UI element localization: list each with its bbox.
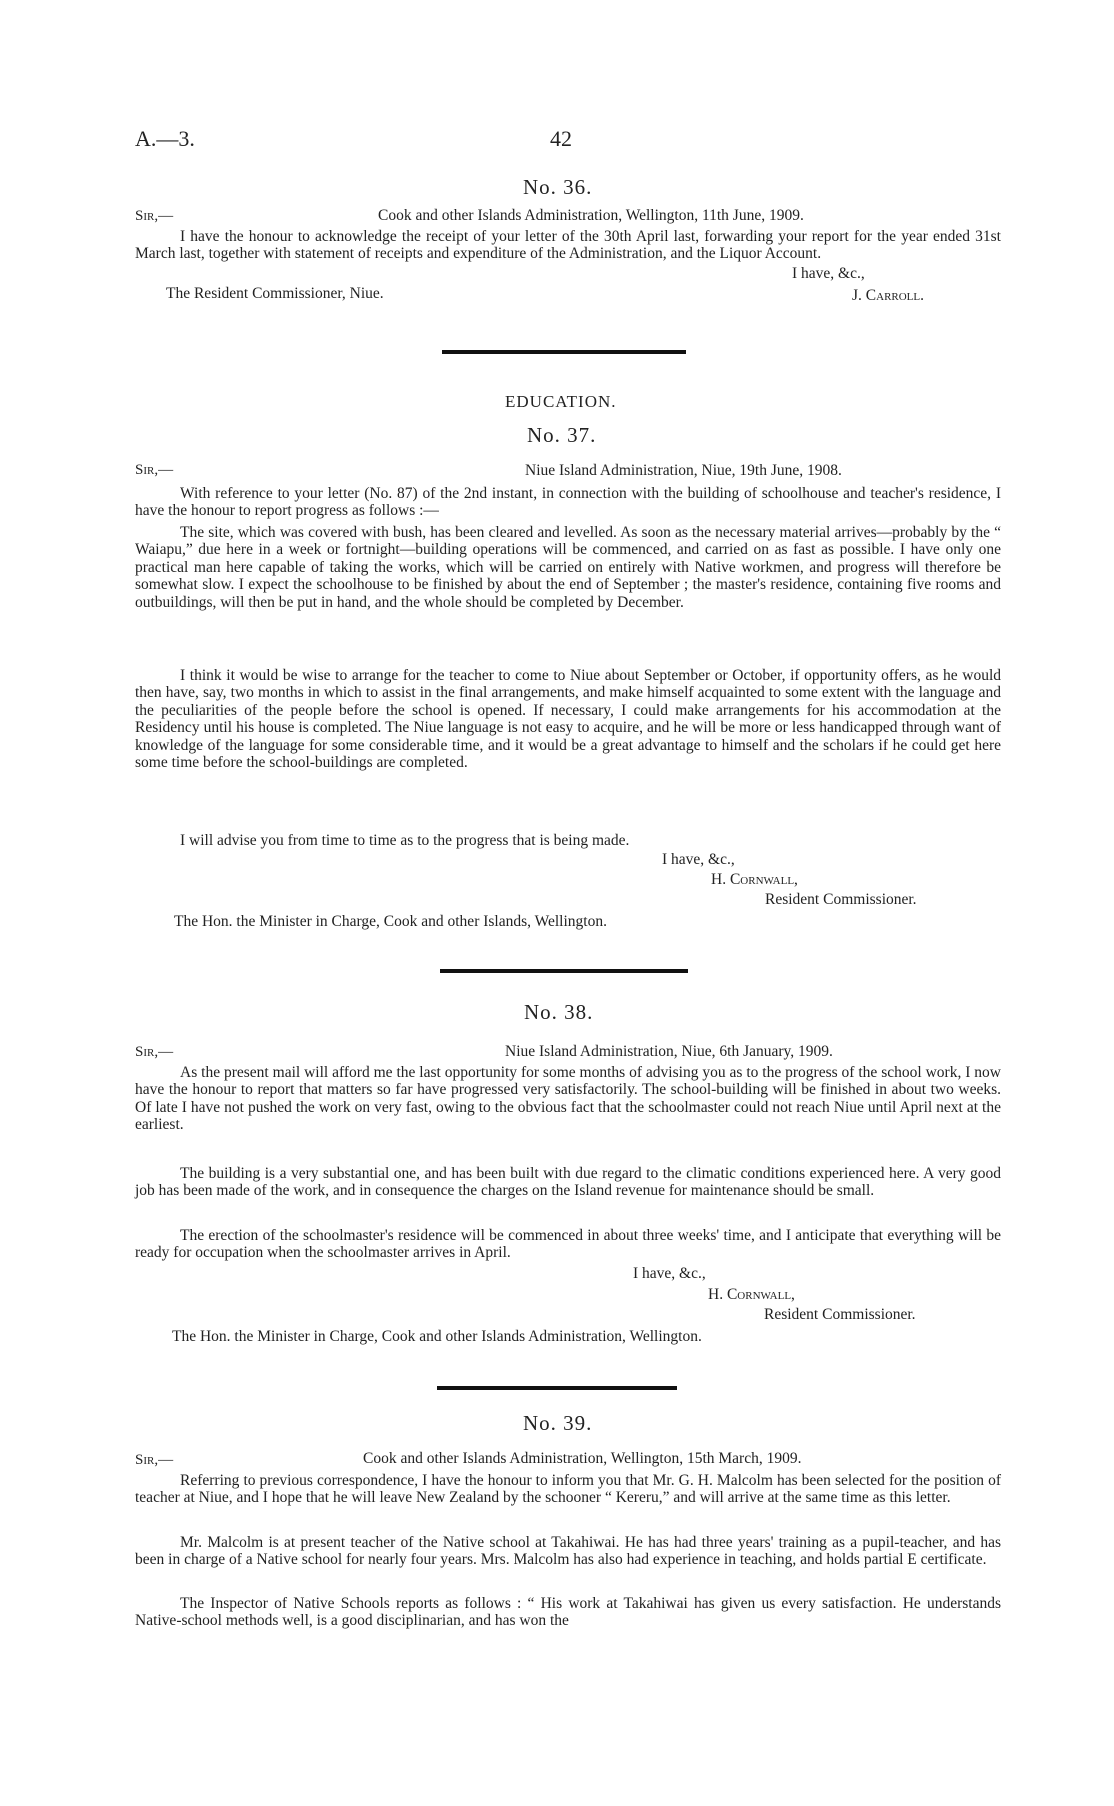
addressee: The Hon. the Minister in Charge, Cook and other Islands, Wellington. (174, 913, 607, 930)
signature-title: Resident Commissioner. (765, 891, 917, 908)
letter-paragraph: Referring to previous correspondence, I have the honour to inform you that Mr. G. H. Malcolm has been selected for the position of teacher at Niue, and I hope that he will leave New Zealand by the schooner “ Kereru,” and will arrive at the same time as this letter. (135, 1472, 1001, 1507)
place-date: Cook and other Islands Administration, Wellington, 11th June, 1909. (378, 207, 804, 224)
section-divider (442, 350, 686, 354)
letter-number: No. 38. (524, 1000, 594, 1024)
letter-paragraph: The site, which was covered with bush, has been cleared and levelled. As soon as the necessary material arrives—probably by the “ Waiapu,” due here in a week or fortnight—building operations will be commenced, and carried on as fast as possible. I have only one practical man here capable of taking the works, which will be carried on entirely with Native workmen, and progress will therefore be somewhat slow. I expect the schoolhouse to be finished by about the end of September ; the master's residence, containing five rooms and outbuildings, will then be put in hand, and the whole should be completed by December. (135, 524, 1001, 611)
letter-paragraph: The building is a very substantial one, and has been built with due regard to the climatic conditions experienced here. A very good job has been made of the work, and in consequence the charges on the Island revenue for maintenance should be small. (135, 1165, 1001, 1200)
salutation: Sir,— (135, 1044, 174, 1060)
signature-title: Resident Commissioner. (764, 1306, 916, 1323)
letter-number: No. 36. (523, 175, 593, 199)
addressee: The Resident Commissioner, Niue. (166, 285, 384, 302)
closing: I have, &c., (633, 1265, 706, 1282)
salutation: Sir,— (135, 1452, 174, 1468)
letter-paragraph: I think it would be wise to arrange for the teacher to come to Niue about September or October, if opportunity offers, as he would then have, say, two months in which to assist in the final arrangements, and make himself acquainted to some extent with the language and the peculiarities of the people before the school is opened. If necessary, I could make arrangements for his accommodation at the Residency until his house is completed. The Niue language is not easy to acquire, and he will be more or less handicapped through want of knowledge of the language for some considerable time, and it would be a great advantage to himself and the scholars if he could get here some time before the school-buildings are completed. (135, 667, 1001, 772)
letter-paragraph: The erection of the schoolmaster's residence will be commenced in about three weeks' time, and I anticipate that everything will be ready for occupation when the schoolmaster arrives in April. (135, 1227, 1001, 1262)
signature: H. Cornwall, (711, 871, 798, 888)
letter-paragraph: The Inspector of Native Schools reports as follows : “ His work at Takahiwai has given us every satisfaction. He understands Native-school methods well, is a good disciplinarian, and has won the (135, 1595, 1001, 1630)
place-date: Niue Island Administration, Niue, 19th June, 1908. (525, 462, 842, 479)
letter-paragraph: I will advise you from time to time as to the progress that is being made. (180, 832, 630, 849)
letter-number: No. 37. (527, 423, 597, 447)
letter-paragraph: Mr. Malcolm is at present teacher of the Native school at Takahiwai. He has had three years' training as a pupil-teacher, and has been in charge of a Native school for nearly four years. Mrs. Malcolm has also had experience in teaching, and holds partial E certificate. (135, 1534, 1001, 1569)
place-date: Cook and other Islands Administration, Wellington, 15th March, 1909. (363, 1450, 802, 1467)
section-title: EDUCATION. (505, 392, 617, 411)
page-number: 42 (550, 126, 572, 151)
letter-number: No. 39. (523, 1411, 593, 1435)
salutation: Sir,— (135, 462, 174, 478)
addressee: The Hon. the Minister in Charge, Cook and other Islands Administration, Wellington. (172, 1328, 702, 1345)
document-reference: A.—3. (135, 126, 195, 151)
section-divider (440, 969, 688, 973)
place-date: Niue Island Administration, Niue, 6th January, 1909. (505, 1043, 833, 1060)
signature: J. Carroll. (852, 287, 924, 304)
salutation: Sir,— (135, 208, 174, 224)
closing: I have, &c., (662, 851, 735, 868)
section-divider (437, 1386, 677, 1390)
signature: H. Cornwall, (708, 1286, 795, 1303)
letter-paragraph: With reference to your letter (No. 87) of the 2nd instant, in connection with the building of schoolhouse and teacher's residence, I have the honour to report progress as follows :— (135, 485, 1001, 520)
letter-paragraph: I have the honour to acknowledge the receipt of your letter of the 30th April last, forwarding your report for the year ended 31st March last, together with statement of receipts and expenditure of the Administration, and the Liquor Account. (135, 228, 1001, 263)
letter-paragraph: As the present mail will afford me the last opportunity for some months of advising you as to the progress of the school work, I now have the honour to report that matters so far have progressed very satisfactorily. The school-building will be finished in about two weeks. Of late I have not pushed the work on very fast, owing to the obvious fact that the schoolmaster could not reach Niue until April next at the earliest. (135, 1064, 1001, 1134)
closing: I have, &c., (792, 265, 865, 282)
